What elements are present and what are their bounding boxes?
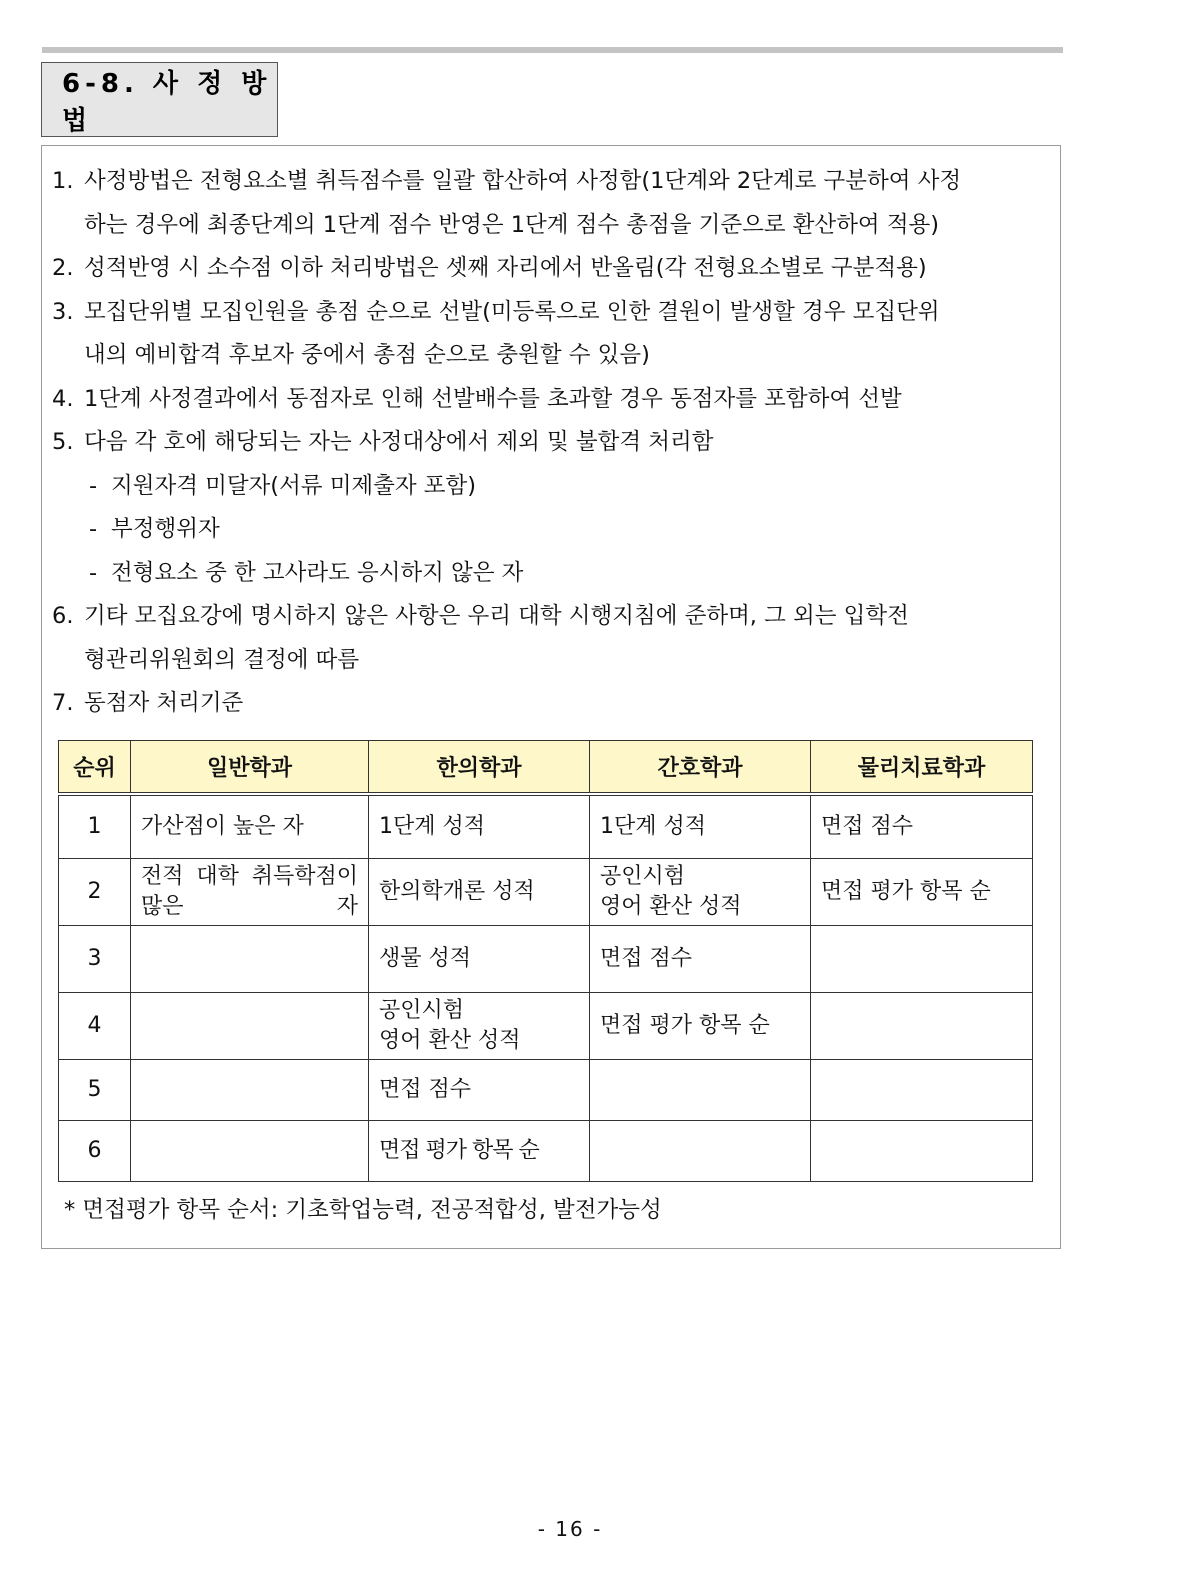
- table-row: [59, 993, 1033, 1060]
- table-row: [59, 859, 1033, 926]
- rule-list: [52, 160, 1052, 726]
- table-cell: 가산점이 높은 자: [131, 796, 369, 859]
- item-number: 4.: [52, 385, 74, 412]
- item-number: 5.: [52, 429, 74, 455]
- table-cell: [131, 993, 369, 1060]
- header-oriental-medicine: 한의학과: [369, 741, 590, 793]
- table-cell: 한의학개론 성적: [369, 859, 590, 926]
- item-text: 1단계 사정결과에서 동점자로 인해 선발배수를 초과할 경우 동점자를 포함하여 선발: [84, 385, 902, 412]
- table-cell: [590, 1121, 811, 1182]
- item-number: 6.: [52, 603, 74, 629]
- table-cell: 1단계 성적: [369, 796, 590, 859]
- item-text: 내의 예비합격 후보자 중에서 총점 순으로 충원할 수 있음): [84, 342, 650, 368]
- item-text: 기타 모집요강에 명시하지 않은 사항은 우리 대학 시행지침에 준하며, 그 외는 입학전: [84, 603, 909, 629]
- table-row: [59, 796, 1033, 859]
- list-item-continued: [52, 204, 1052, 248]
- exclusion-item: [52, 552, 1052, 596]
- dash: -: [89, 559, 98, 586]
- list-item: [52, 595, 1052, 639]
- exclusion-item: [52, 508, 1052, 552]
- list-item: [52, 378, 1052, 422]
- item-number: 2.: [52, 255, 74, 281]
- header-rank: 순위: [59, 741, 131, 793]
- exclusion-text: 전형요소 중 한 고사라도 응시하지 않은 자: [111, 559, 524, 586]
- rank-cell: 6: [59, 1121, 131, 1182]
- dash: -: [89, 472, 98, 499]
- list-item: [52, 291, 1052, 335]
- exclusion-item: [52, 465, 1052, 509]
- item-text: 하는 경우에 최종단계의 1단계 점수 반영은 1단계 점수 총점을 기준으로 환산하여 적용): [84, 211, 940, 238]
- table-cell: 생물 성적: [369, 926, 590, 993]
- table-cell: 면접 평가 항목 순: [590, 993, 811, 1060]
- top-rule: [42, 47, 1063, 53]
- table-cell: [131, 926, 369, 993]
- header-general: 일반학과: [131, 741, 369, 793]
- header-physical-therapy: 물리치료학과: [811, 741, 1033, 793]
- list-item-continued: [52, 334, 1052, 378]
- exclusion-text: 지원자격 미달자(서류 미제출자 포함): [111, 472, 477, 499]
- list-item-continued: [52, 639, 1052, 683]
- table-cell: [811, 1121, 1033, 1182]
- content-box: [41, 145, 1061, 1249]
- rank-cell: 5: [59, 1060, 131, 1121]
- table-cell: 1단계 성적: [590, 796, 811, 859]
- table-cell: [131, 1121, 369, 1182]
- footnote: * 면접평가 항목 순서: 기초학업능력, 전공적합성, 발전가능성: [64, 1197, 662, 1223]
- item-text: 형관리위원회의 결정에 따름: [84, 646, 360, 673]
- table-cell: 공인시험 영어 환산 성적: [369, 993, 590, 1060]
- table-cell: 면접 평가 항목 순: [369, 1121, 590, 1182]
- table-cell: [811, 926, 1033, 993]
- section-title: [41, 62, 278, 137]
- item-number: 1.: [52, 168, 74, 194]
- header-nursing: 간호학과: [590, 741, 811, 793]
- table-cell: 전적 대학 취득학점이 많은 자: [131, 859, 369, 926]
- table-cell: 공인시험 영어 환산 성적: [590, 859, 811, 926]
- rank-cell: 1: [59, 796, 131, 859]
- tiebreak-table: [58, 740, 1033, 1182]
- item-text: 모집단위별 모집인원을 총점 순으로 선발(미등록으로 인한 결원이 발생할 경우 모집단위: [84, 298, 940, 325]
- item-number: 7.: [52, 690, 74, 716]
- item-text: 다음 각 호에 해당되는 자는 사정대상에서 제외 및 불합격 처리함: [84, 429, 714, 455]
- table-cell: 면접 점수: [369, 1060, 590, 1121]
- exclusion-text: 부정행위자: [111, 516, 220, 542]
- rank-cell: 3: [59, 926, 131, 993]
- table-cell: [811, 1060, 1033, 1121]
- table-cell: [131, 1060, 369, 1121]
- table-row: [59, 926, 1033, 993]
- item-number: 3.: [52, 298, 74, 325]
- table-cell: [590, 1060, 811, 1121]
- table-row: [59, 1121, 1033, 1182]
- rank-cell: 2: [59, 859, 131, 926]
- list-item: [52, 247, 1052, 291]
- item-text: 동점자 처리기준: [84, 690, 244, 716]
- table-cell: [811, 993, 1033, 1060]
- table-cell: 면접 평가 항목 순: [811, 859, 1033, 926]
- table-cell: 면접 점수: [811, 796, 1033, 859]
- item-text: 성적반영 시 소수점 이하 처리방법은 셋째 자리에서 반올림(각 전형요소별로 구분적용): [84, 255, 927, 281]
- table-row: [59, 1060, 1033, 1121]
- rank-cell: 4: [59, 993, 131, 1060]
- dash: -: [89, 516, 98, 542]
- table-cell: 면접 점수: [590, 926, 811, 993]
- section-title-text: 6-8. 사 정 방 법: [62, 68, 272, 136]
- item-text: 사정방법은 전형요소별 취득점수를 일괄 합산하여 사정함(1단계와 2단계로 구분하여 사정: [84, 168, 962, 194]
- list-item: [52, 421, 1052, 465]
- table-header-row: [59, 741, 1033, 793]
- list-item: [52, 160, 1052, 204]
- list-item: [52, 682, 1052, 726]
- page-number: - 16 -: [537, 1517, 603, 1541]
